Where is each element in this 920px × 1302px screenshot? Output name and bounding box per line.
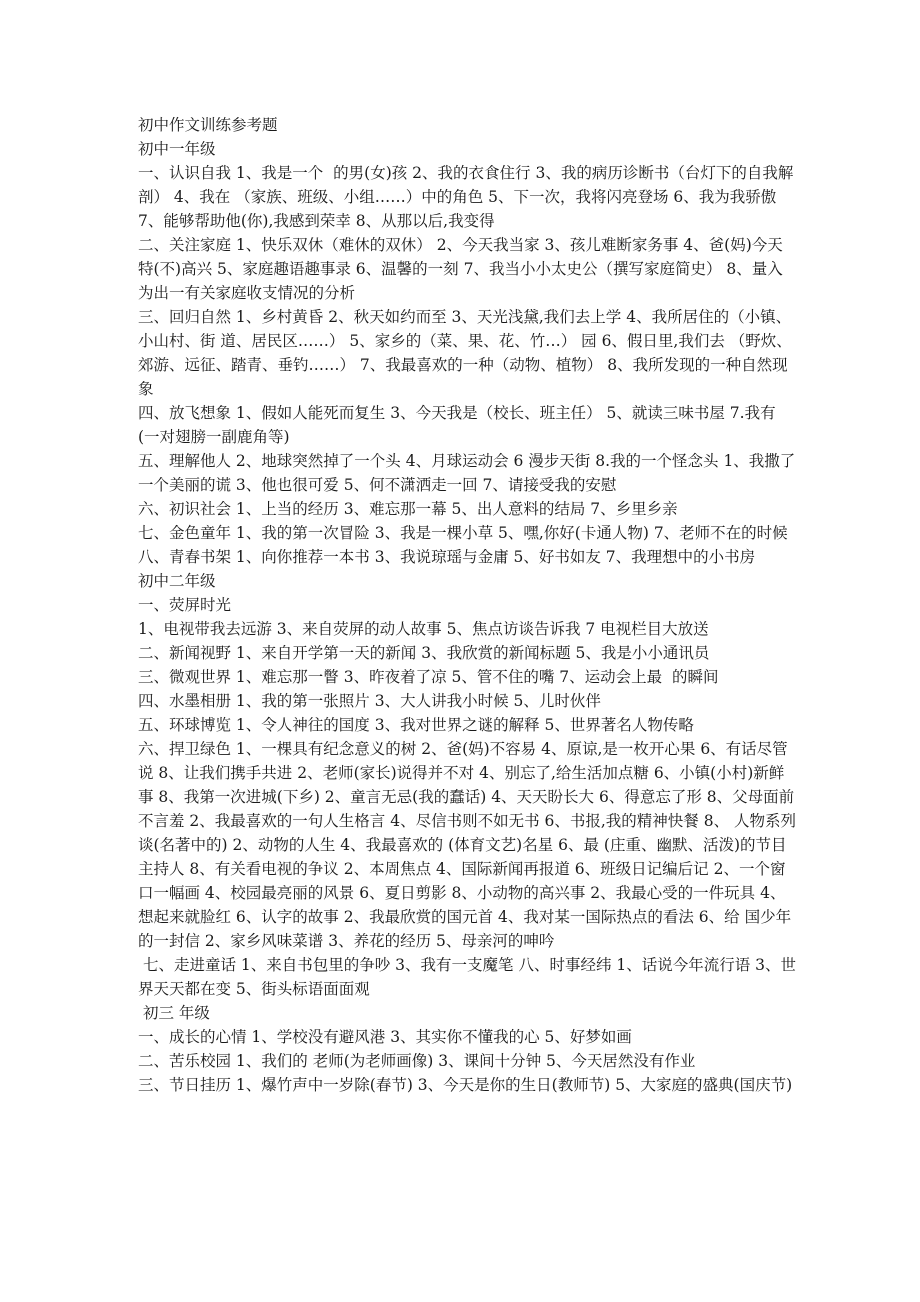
topic-paragraph: 六、初识社会 1、上当的经历 3、难忘那一幕 5、出人意料的结局 7、乡里乡亲 bbox=[138, 500, 678, 518]
topic-paragraph: 一、荧屏时光 bbox=[138, 596, 232, 614]
topic-paragraph: 1、电视带我去远游 3、来自荧屏的动人故事 5、焦点访谈告诉我 7 电视栏目大放送 bbox=[138, 620, 709, 638]
document-page bbox=[138, 113, 798, 1097]
section-grade-1 bbox=[138, 137, 798, 569]
section-heading: 初中一年级 bbox=[138, 140, 216, 158]
topic-paragraph: 四、水墨相册 1、我的第一张照片 3、大人讲我小时候 5、儿时伙伴 bbox=[138, 692, 601, 710]
topic-paragraph: 三、节日挂历 1、爆竹声中一岁除(春节) 3、今天是你的生日(教师节) 5、大家庭的盛典(国庆节) bbox=[138, 1076, 793, 1094]
topic-paragraph: 六、捍卫绿色 1、一棵具有纪念意义的树 2、爸(妈)不容易 4、原谅,是一枚开心果 6、有话尽管说 8、让我们携手共进 2、老师(家长)说得并不对 4、别忘了,给生活加点糖 6、小镇(小村)新鲜事 8、我第一次进城(下乡) 2、童言无忌(我的蠢话) 4、天天盼长大 6、得意忘了形 8、父母面前不言羞 2、我最喜欢的一句人生格言 4、尽信书则不如无书 6、书报,我的精神快餐 8、 人物系列谈(名著中的) 2、动物的人生 4、我最喜欢的 (体育文艺)名星 6、最 (庄重、幽默、活泼)的节目主持人 8、有关看电视的争议 2、本周焦点 4、国际新闻再报道 6、班级日记编后记 2、一个窗口一幅画 4、校园最亮丽的风景 6、夏日剪影 8、小动物的高兴事 2、我最心受的一件玩具 4、想起来就脸红 6、认字的故事 2、我最欣赏的国元首 4、我对某一国际热点的看法 6、给 国少年的一封信 2、家乡风味菜谱 3、养花的经历 5、母亲河的呻吟 bbox=[138, 740, 797, 950]
section-heading: 初三 年级 bbox=[138, 1004, 210, 1022]
section-heading: 初中二年级 bbox=[138, 572, 216, 590]
topic-paragraph: 一、成长的心情 1、学校没有避风港 3、其实你不懂我的心 5、好梦如画 bbox=[138, 1028, 632, 1046]
topic-paragraph: 二、新闻视野 1、来自开学第一天的新闻 3、我欣赏的新闻标题 5、我是小小通讯员 bbox=[138, 644, 710, 662]
topic-paragraph: 七、金色童年 1、我的第一次冒险 3、我是一棵小草 5、嘿,你好(卡通人物) 7、老师不在的时候 bbox=[138, 524, 788, 542]
topic-paragraph: 三、回归自然 1、乡村黄昏 2、秋天如约而至 3、天光浅黛,我们去上学 4、我所居住的（小镇、小山村、街 道、居民区……） 5、家乡的（菜、果、花、竹…） 园 6、假日里,我们去 （野炊、郊游、远征、踏青、垂钓……） 7、我最喜欢的一种（动物、植物） 8、我所发现的一种自然现象 bbox=[138, 308, 792, 398]
topic-paragraph: 二、关注家庭 1、快乐双休（难休的双休） 2、今天我当家 3、孩儿难断家务事 4、爸(妈)今天特(不)高兴 5、家庭趣语趣事录 6、温馨的一刻 7、我当小小太史公（撰写家庭简史） 8、量入为出一有关家庭收支情况的分析 bbox=[138, 236, 783, 302]
topic-paragraph: 七、走进童话 1、来自书包里的争吵 3、我有一支魔笔 八、时事经纬 1、话说今年流行语 3、世界天天都在变 5、街头标语面面观 bbox=[138, 956, 797, 998]
section-grade-3 bbox=[138, 1001, 798, 1097]
topic-paragraph: 五、环球博览 1、令人神往的国度 3、我对世界之谜的解释 5、世界著名人物传略 bbox=[138, 716, 694, 734]
topic-paragraph: 五、理解他人 2、地球突然掉了一个头 4、月球运动会 6 漫步天街 8.我的一个怪念头 1、我撒了一个美丽的谎 3、他也很可爱 5、何不潇洒走一回 7、请接受我的安慰 bbox=[138, 452, 796, 494]
document-title: 初中作文训练参考题 bbox=[138, 116, 278, 134]
topic-paragraph: 四、放飞想象 1、假如人能死而复生 3、今天我是（校长、班主任） 5、就读三味书屋 7.我有 (一对翅膀一副鹿角等) bbox=[138, 404, 781, 446]
topic-paragraph: 一、认识自我 1、我是一个 的男(女)孩 2、我的衣食住行 3、我的病历诊断书（台灯下的自我解剖） 4、我在 （家族、班级、小组……）中的角色 5、下一次，我将闪亮登场 6、我为我骄傲 7、能够帮助他(你),我感到荣幸 8、从那以后,我变得 bbox=[138, 164, 794, 230]
topic-paragraph: 二、苦乐校园 1、我们的 老师(为老师画像) 3、课间十分钟 5、今天居然没有作业 bbox=[138, 1052, 696, 1070]
section-grade-2 bbox=[138, 569, 798, 1001]
topic-paragraph: 八、青春书架 1、向你推荐一本书 3、我说琼瑶与金庸 5、好书如友 7、我理想中的小书房 bbox=[138, 548, 756, 566]
topic-paragraph: 三、微观世界 1、难忘那一瞥 3、昨夜着了凉 5、管不住的嘴 7、运动会上最 的瞬间 bbox=[138, 668, 719, 686]
